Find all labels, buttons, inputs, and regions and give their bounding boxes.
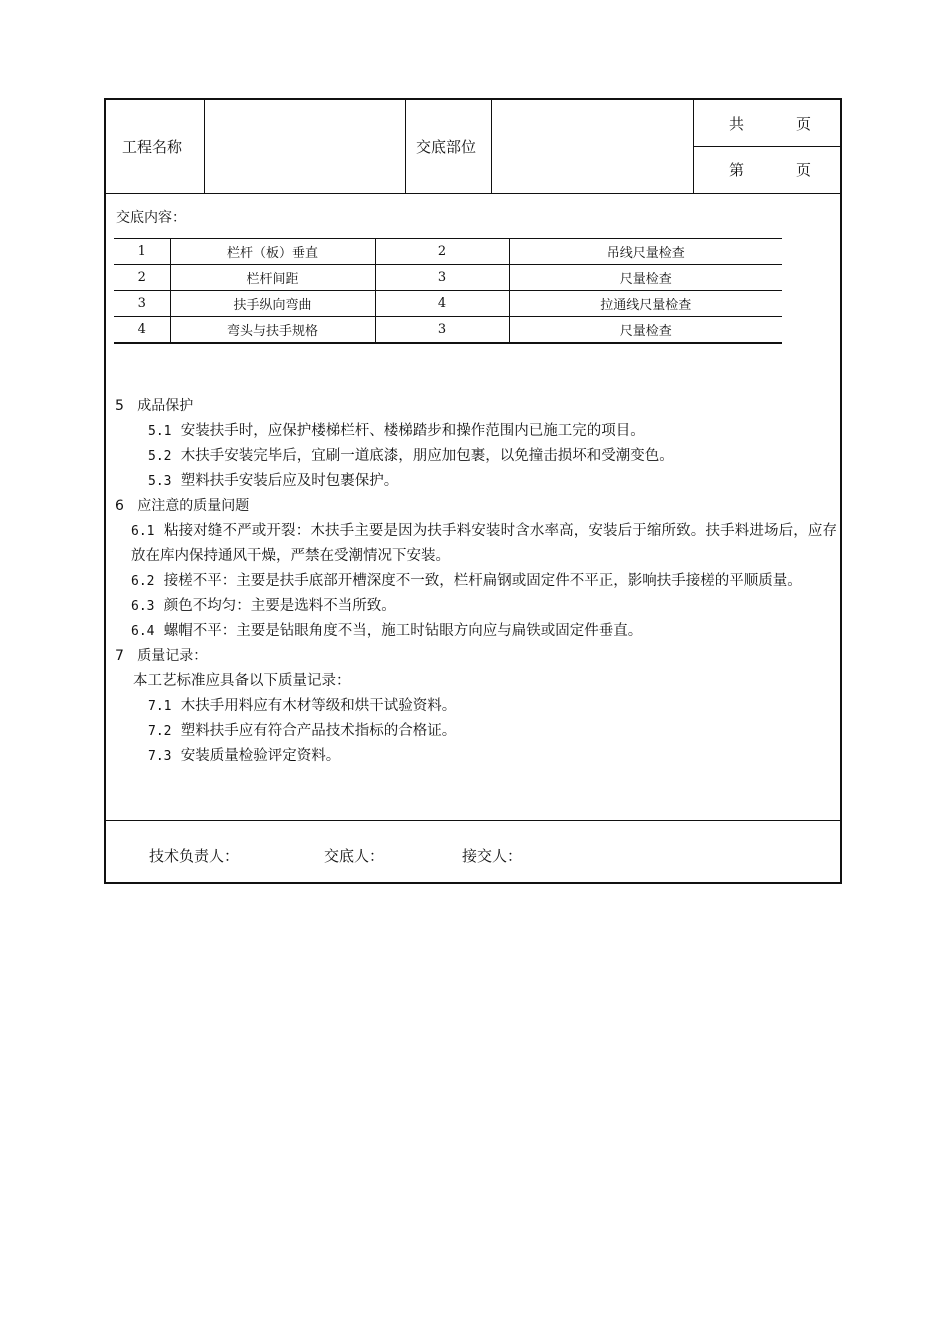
table-cell: 3: [375, 317, 509, 344]
table-cell: 吊线尺量检查: [509, 239, 782, 265]
table-row: [114, 291, 782, 317]
list-item: 7.1 木扶手用料应有木材等级和烘干试验资料。: [148, 698, 457, 714]
form-header: [106, 100, 840, 194]
table-cell: 尺量检查: [509, 265, 782, 291]
receiver-signature[interactable]: 接交人：: [462, 847, 523, 865]
table-cell: 拉通线尺量检查: [509, 291, 782, 317]
table-cell: 3: [114, 291, 170, 317]
total-pages-label-a: 共: [729, 114, 745, 133]
discloser-signature[interactable]: 交底人：: [324, 847, 385, 865]
total-pages-label-b: 页: [796, 114, 812, 133]
page-number-label-b: 页: [796, 160, 812, 179]
table-cell: 3: [375, 265, 509, 291]
table-cell: 弯头与扶手规格: [170, 317, 375, 344]
list-item: 7.2 塑料扶手应有符合产品技术指标的合格证。: [148, 723, 457, 739]
list-item: 5.3 塑料扶手安装后应及时包裹保护。: [148, 473, 399, 489]
list-item: 6.2 接槎不平：主要是扶手底部开槽深度不一致，栏杆扁钢或固定件不平正，影响扶手接槎的平顺质量。: [131, 573, 802, 589]
tech-lead-signature[interactable]: 技术负责人：: [149, 847, 240, 865]
table-cell: 1: [114, 239, 170, 265]
section-intro: 本工艺标准应具备以下质量记录：: [133, 673, 351, 689]
page-number-label-a: 第: [729, 160, 745, 179]
table-cell: 尺量检查: [509, 317, 782, 344]
disclosure-form: [104, 98, 842, 884]
signature-row: [106, 820, 840, 883]
location-field[interactable]: [492, 100, 694, 193]
location-label: 交底部位: [406, 100, 492, 193]
table-cell: 扶手纵向弯曲: [170, 291, 375, 317]
section-heading: 5 成品保护: [115, 398, 194, 414]
table-cell: 2: [375, 239, 509, 265]
list-item: 6.3 颜色不均匀：主要是选料不当所致。: [131, 598, 396, 614]
project-name-label: 工程名称: [106, 100, 205, 193]
page-number-cell: [694, 146, 840, 192]
table-row: [114, 265, 782, 291]
inspection-table: [114, 238, 782, 344]
table-cell: 2: [114, 265, 170, 291]
list-item: 5.2 木扶手安装完毕后，宜刷一道底漆，朋应加包裹，以免撞击损坏和受潮变色。: [148, 448, 674, 464]
total-pages-cell: [694, 100, 840, 147]
section-heading: 7 质量记录：: [115, 648, 208, 664]
table-cell: 4: [114, 317, 170, 344]
table-cell: 栏杆（板）垂直: [170, 239, 375, 265]
table-cell: 4: [375, 291, 509, 317]
table-cell: 栏杆间距: [170, 265, 375, 291]
project-name-field[interactable]: [205, 100, 406, 193]
list-item: 6.4 螺帽不平：主要是钻眼角度不当，施工时钻眼方向应与扁铁或固定件垂直。: [131, 623, 643, 639]
table-row: [114, 239, 782, 265]
table-row: [114, 317, 782, 344]
section-heading: 6 应注意的质量问题: [115, 498, 250, 514]
list-item: 5.1 安装扶手时，应保护楼梯栏杆、楼梯踏步和操作范围内已施工完的项目。: [148, 423, 645, 439]
disclosure-body: [115, 394, 837, 769]
list-item: 7.3 安装质量检验评定资料。: [148, 748, 341, 764]
list-item: 6.1 粘接对缝不严或开裂：木扶手主要是因为扶手料安装时含水率高，安装后于缩所致。扶手料进场后，应存放在库内保持通风干燥，严禁在受潮情况下安装。: [131, 523, 838, 564]
content-label: 交底内容：: [116, 210, 186, 226]
